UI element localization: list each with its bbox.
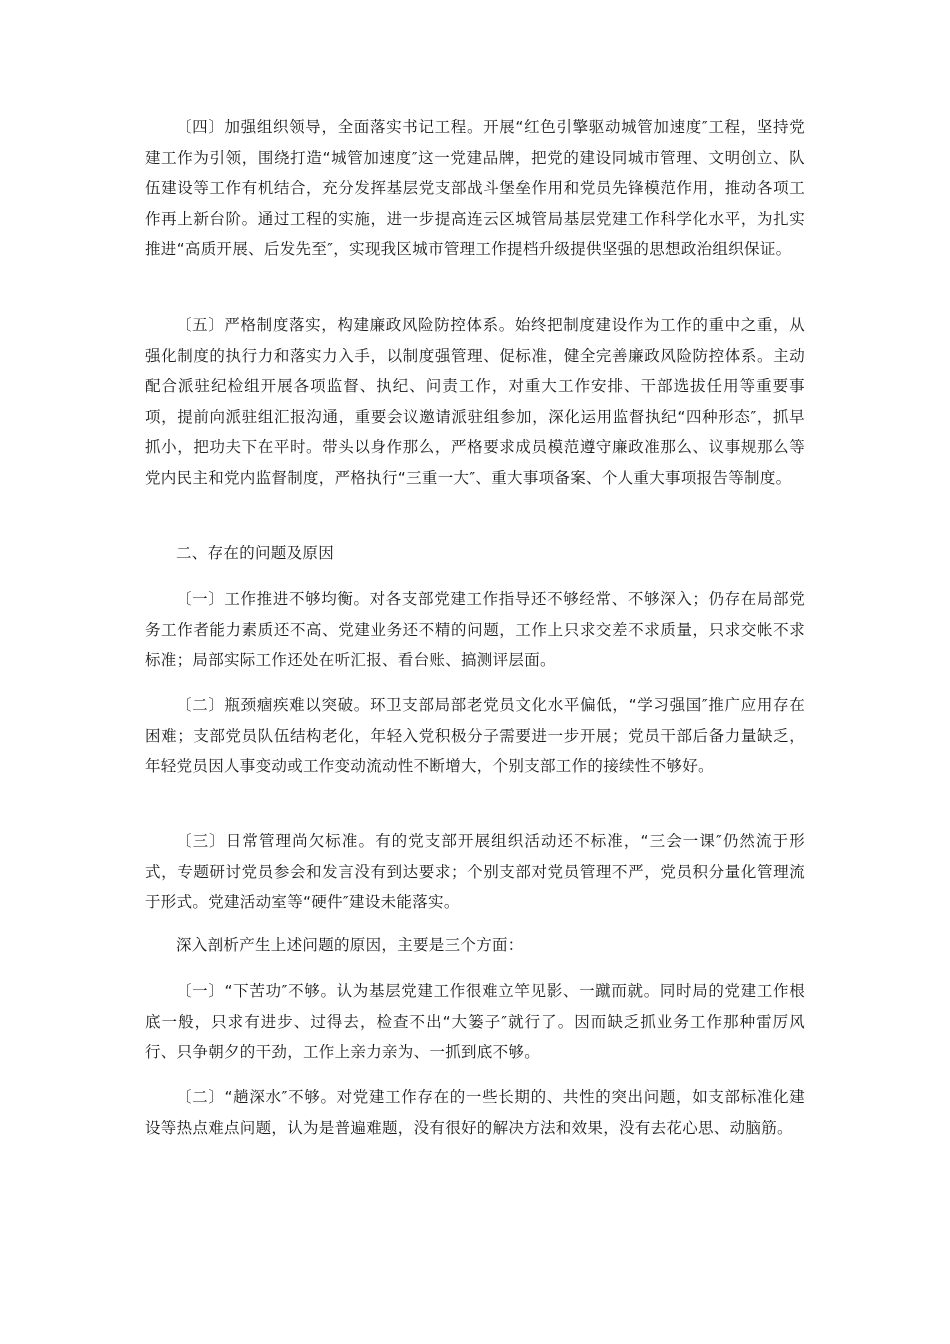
paragraph-cause-intro: 深入剖析产生上述问题的原因，主要是三个方面： — [176, 936, 524, 954]
paragraph-cause-1: 〔一〕“下苦功″不够。认为基层党建工作很难立竿见影、一蹴而就。同时局的党建工作根底一般，只求有进步、过得去，检查不出“大篓子″就行了。因而缺乏抓业务工作那种雷厉风行、只争朝夕的干劲，工作上亲力亲为、一抓到底不够。 — [145, 982, 805, 1061]
section-heading-problems: 二、存在的问题及原因 — [176, 544, 335, 562]
paragraph-problem-2: 〔二〕瓶颈痼疾难以突破。环卫支部局部老党员文化水平偏低，“学习强国″推广应用存在困难；支部党员队伍结构老化，年轻入党积极分子需要进一步开展；党员干部后备力量缺乏，年轻党员因人事变动或工作变动流动性不断增大，个别支部工作的接续性不够好。 — [145, 696, 805, 775]
paragraph-section-4: 〔四〕加强组织领导，全面落实书记工程。开展“红色引擎驱动城管加速度″工程，坚持党建工作为引领，围绕打造“城管加速度″这一党建品牌，把党的建设同城市管理、文明创立、队伍建设等工作有机结合，充分发挥基层党支部战斗堡垒作用和党员先锋模范作用，推动各项工作再上新台阶。通过工程的实施，进一步提高连云区城管局基层党建工作科学化水平，为扎实推进“高质开展、后发先至″，实现我区城市管理工作提档升级提供坚强的思想政治组织保证。 — [145, 118, 805, 258]
paragraph-problem-1: 〔一〕工作推进不够均衡。对各支部党建工作指导还不够经常、不够深入；仍存在局部党务工作者能力素质还不高、党建业务还不精的问题，工作上只求交差不求质量，只求交帐不求标准；局部实际工作还处在听汇报、看台账、搞测评层面。 — [145, 590, 805, 669]
paragraph-cause-2: 〔二〕“趟深水″不够。对党建工作存在的一些长期的、共性的突出问题，如支部标准化建设等热点难点问题，认为是普遍难题，没有很好的解决方法和效果，没有去花心思、动脑筋。 — [145, 1088, 805, 1137]
paragraph-problem-3: 〔三〕日常管理尚欠标准。有的党支部开展组织活动还不标准，“三会一课″仍然流于形式，专题研讨党员参会和发言没有到达要求；个别支部对党员管理不严，党员积分量化管理流于形式。党建活动室等“硬件″建设未能落实。 — [145, 832, 805, 911]
paragraph-section-5: 〔五〕严格制度落实，构建廉政风险防控体系。始终把制度建设作为工作的重中之重，从强化制度的执行力和落实力入手，以制度强管理、促标准，健全完善廉政风险防控体系。主动配合派驻纪检组开展各项监督、执纪、问责工作，对重大工作安排、干部选拔任用等重要事项，提前向派驻组汇报沟通，重要会议邀请派驻组参加，深化运用监督执纪“四种形态″，抓早抓小，把功夫下在平时。带头以身作那么，严格要求成员模范遵守廉政准那么、议事规那么等党内民主和党内监督制度，严格执行“三重一大″、重大事项备案、个人重大事项报告等制度。 — [145, 316, 805, 487]
